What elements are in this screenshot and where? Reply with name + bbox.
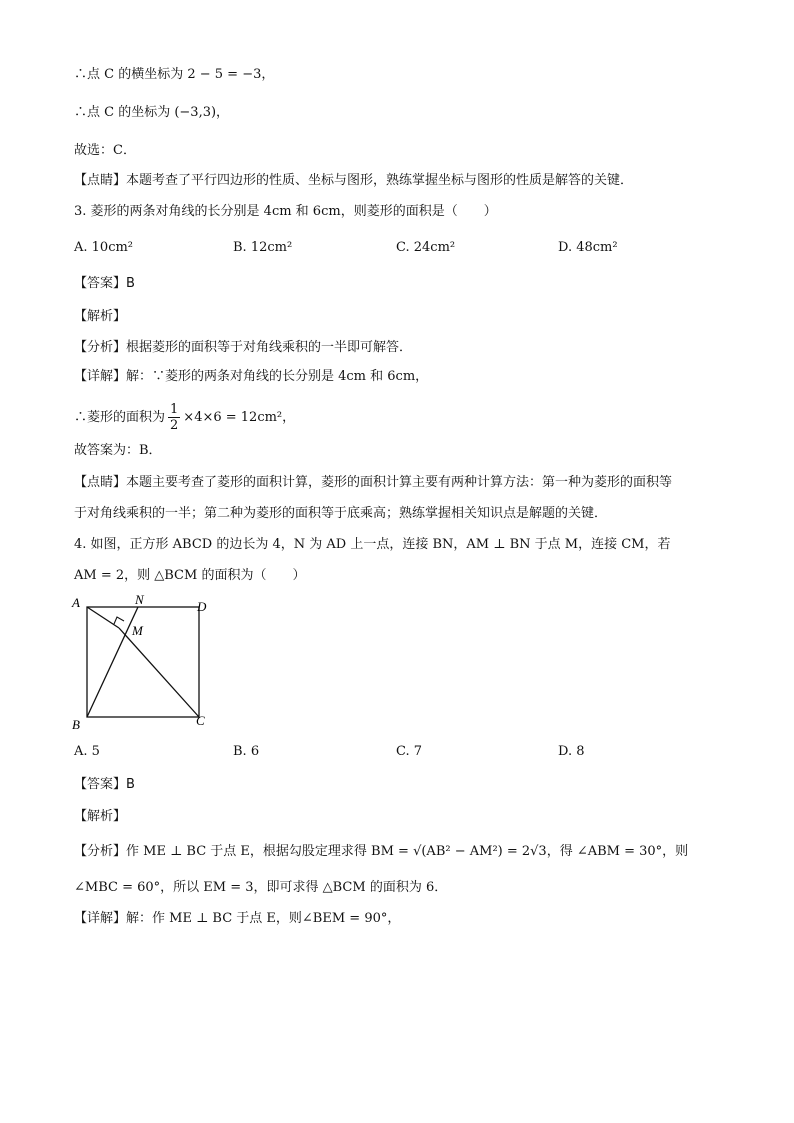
- q4-analysis-tag: 【解析】: [74, 809, 127, 824]
- q3-detail-2-prefix: ∴菱形的面积为: [74, 409, 166, 425]
- square-figure: [66, 593, 226, 743]
- q4-analysis-1: 【分析】作 ME ⊥ BC 于点 E，根据勾股定理求得 BM = √(AB² − AM²) = 2√3，得 ∠ABM = 30°，则: [74, 844, 689, 859]
- fraction: [168, 402, 180, 433]
- q3-detail-3: 故答案为：B．: [74, 443, 162, 458]
- comment-line: 【点睛】本题考查了平行四边形的性质、坐标与图形，熟练掌握坐标与图形的性质是解答的关键．: [74, 173, 634, 188]
- q3-stem: 3. 菱形的两条对角线的长分别是 4cm 和 6cm，则菱形的面积是（ ）: [74, 204, 497, 219]
- q3-option-a: A. 10cm²: [74, 240, 134, 255]
- q4-stem-1: 4. 如图，正方形 ABCD 的边长为 4，N 为 AD 上一点，连接 BN，AM ⊥ BN 于点 M，连接 CM，若: [74, 537, 671, 552]
- q3-analysis-tag: 【解析】: [74, 309, 127, 324]
- solution-line-2: ∴点 C 的坐标为 (−3,3)，: [74, 105, 230, 120]
- q3-detail-1: 【详解】解：∵菱形的两条对角线的长分别是 4cm 和 6cm，: [74, 369, 429, 384]
- q3-analysis: 【分析】根据菱形的面积等于对角线乘积的一半即可解答．: [74, 340, 413, 355]
- label-b: B: [72, 717, 80, 732]
- q4-detail-1: 【详解】解：作 ME ⊥ BC 于点 E，则∠BEM = 90°，: [74, 911, 401, 926]
- q4-option-a: A. 5: [74, 744, 100, 759]
- q3-detail-2: [74, 402, 295, 433]
- q4-option-c: C. 7: [396, 744, 423, 759]
- q3-option-d: D. 48cm²: [558, 240, 618, 255]
- q3-detail-2-rest: ×4×6 = 12cm²，: [183, 409, 296, 425]
- label-c: C: [196, 713, 205, 728]
- fraction-denominator: 2: [170, 418, 179, 433]
- fraction-numerator: 1: [170, 402, 179, 417]
- label-n: N: [135, 593, 144, 607]
- q4-analysis-2: ∠MBC = 60°，所以 EM = 3，即可求得 △BCM 的面积为 6．: [74, 880, 448, 895]
- q3-answer: 【答案】B: [74, 276, 135, 291]
- q4-option-d: D. 8: [558, 744, 585, 759]
- q4-answer: 【答案】B: [74, 777, 135, 792]
- label-a: A: [72, 595, 80, 610]
- q3-option-b: B. 12cm²: [233, 240, 293, 255]
- label-m: M: [132, 623, 143, 638]
- q4-stem-2: AM = 2，则 △BCM 的面积为（ ）: [74, 568, 306, 583]
- q3-comment-1: 【点睛】本题主要考查了菱形的面积计算，菱形的面积计算主要有两种计算方法：第一种为菱形的面积等: [74, 475, 673, 490]
- solution-line-1: ∴点 C 的横坐标为 2 − 5 = −3，: [74, 67, 275, 82]
- q4-option-b: B. 6: [233, 744, 260, 759]
- q3-option-c: C. 24cm²: [396, 240, 456, 255]
- q3-comment-2: 于对角线乘积的一半；第二种为菱形的面积等于底乘高；熟练掌握相关知识点是解题的关键．: [74, 506, 608, 521]
- label-d: D: [197, 599, 207, 614]
- solution-line-3: 故选：C．: [74, 143, 136, 158]
